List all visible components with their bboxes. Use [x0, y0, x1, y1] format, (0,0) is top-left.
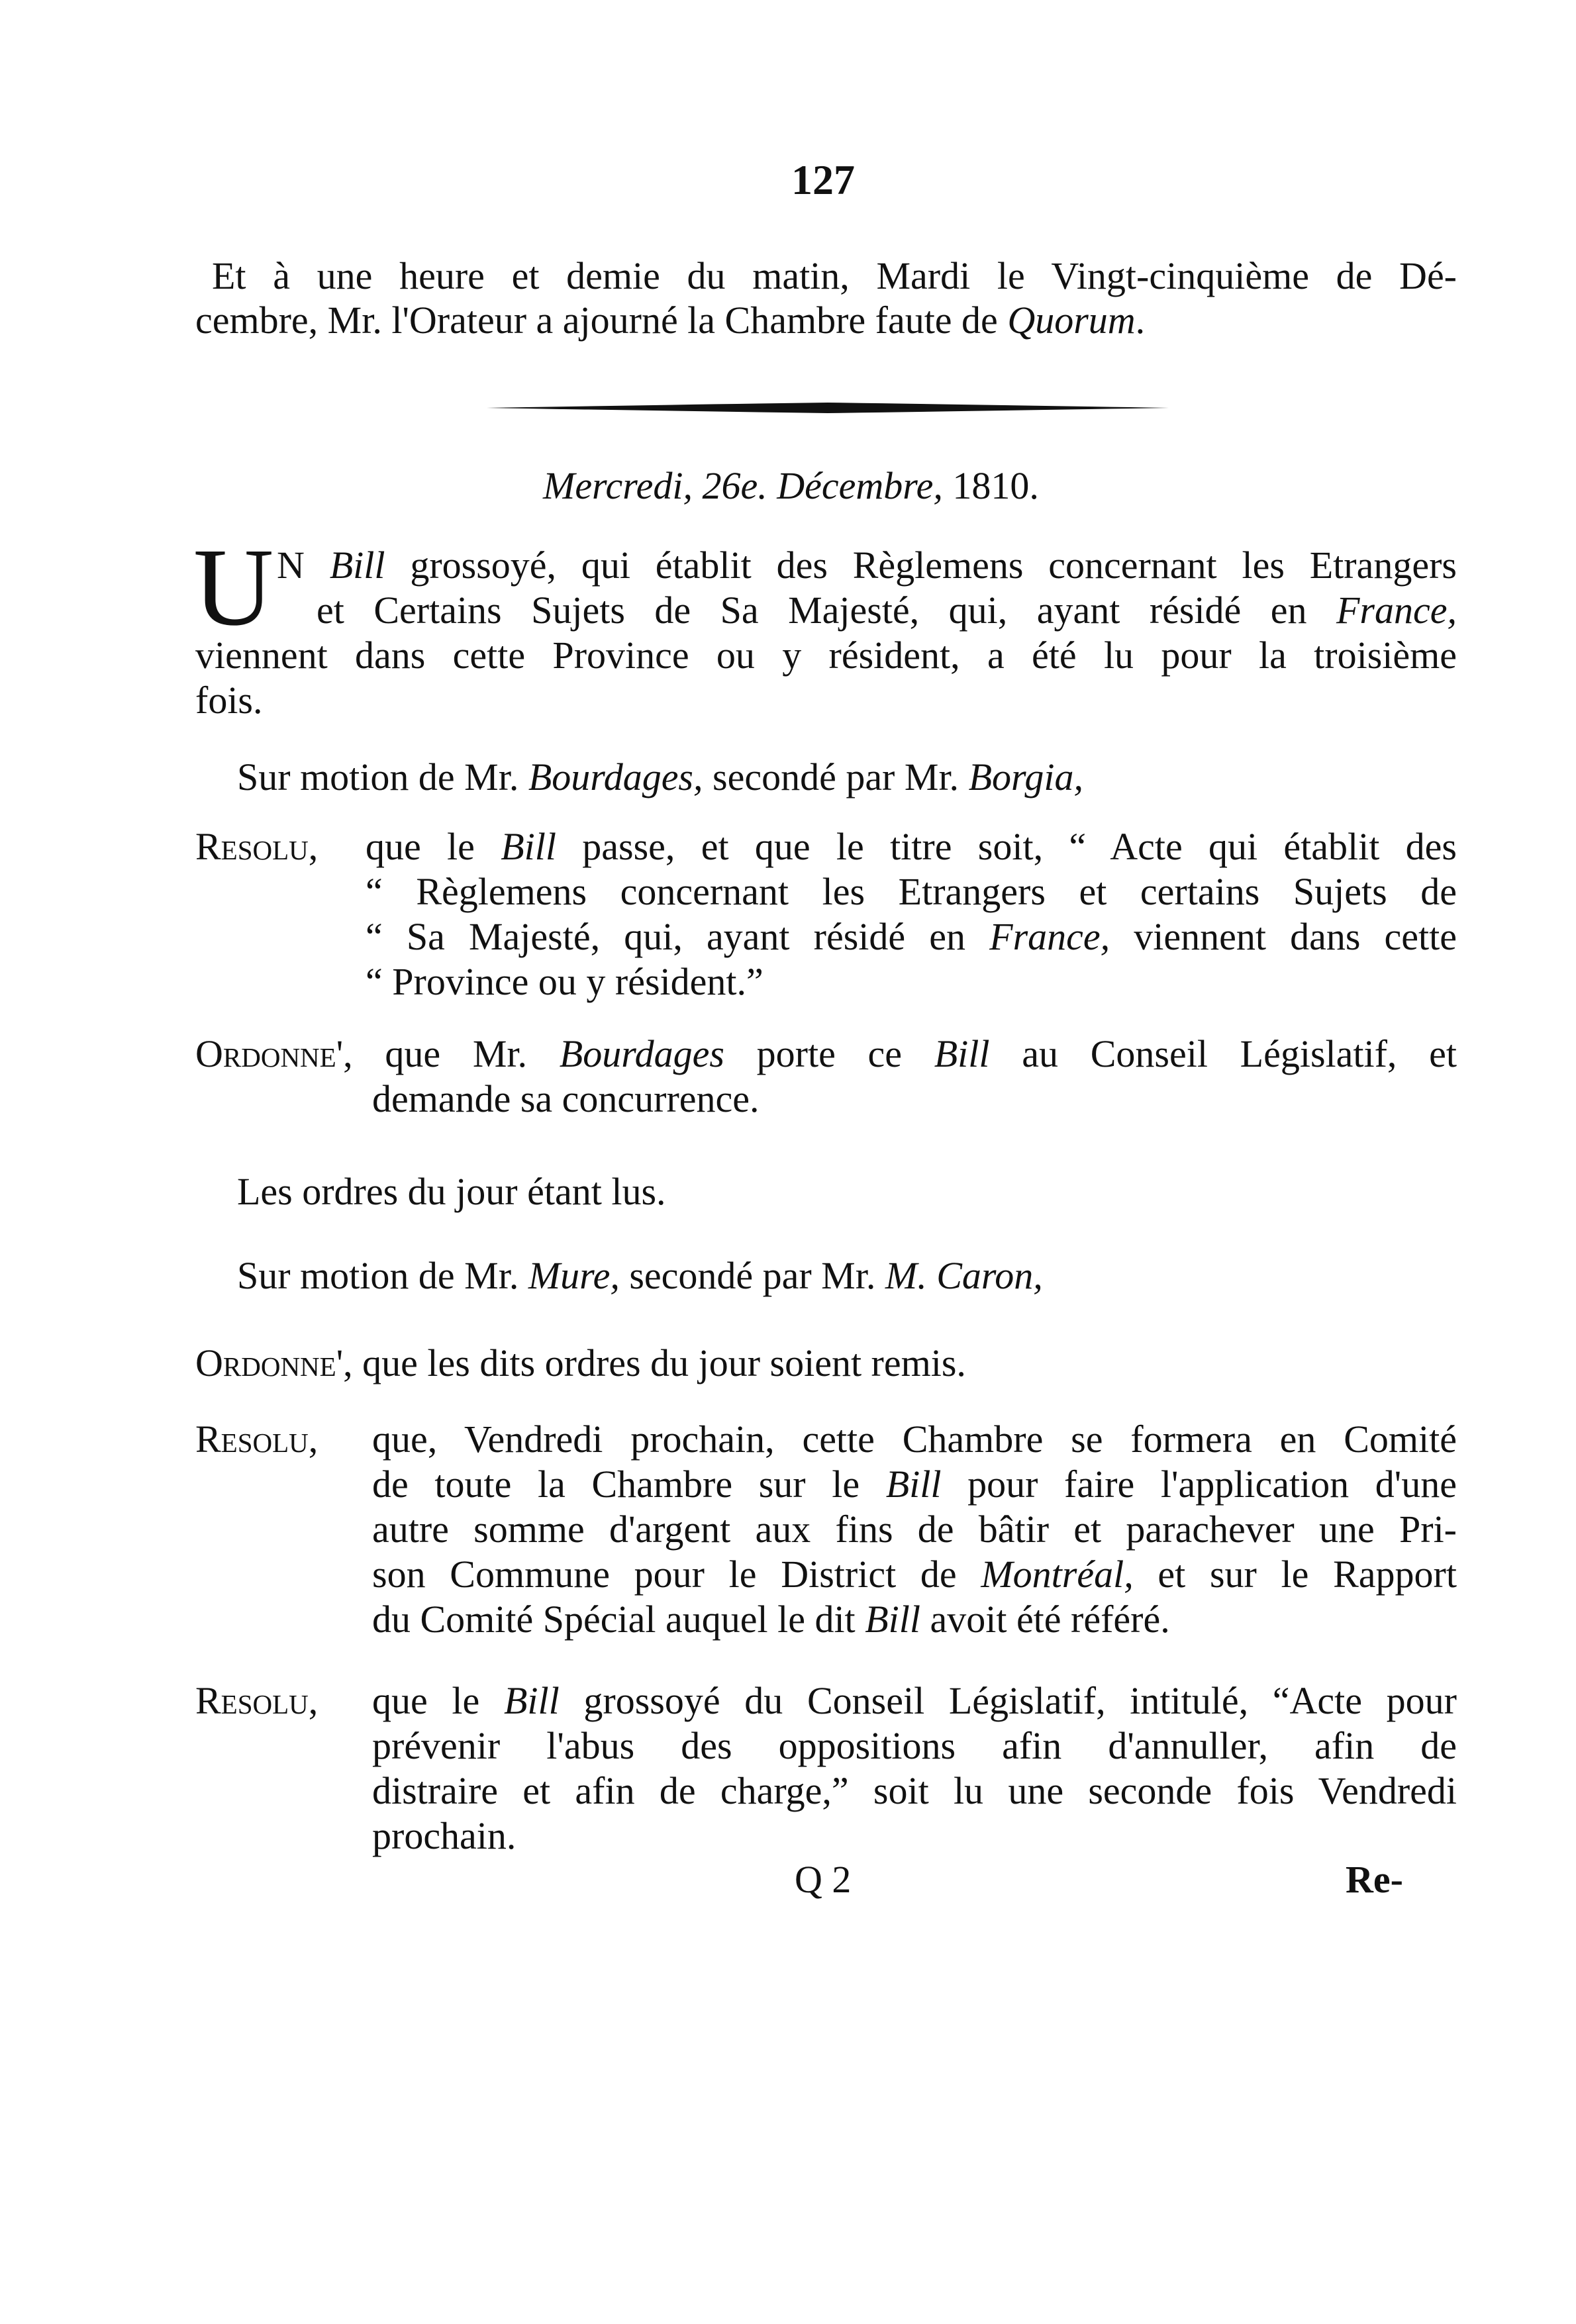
- catchword: Re-: [1346, 1858, 1403, 1901]
- quorum-word: Quorum: [1007, 299, 1136, 342]
- orders-read: Les ordres du jour étant lus.: [237, 1170, 666, 1213]
- bill-line-1: N Bill grossoyé, qui établit des Règlemens concernant les Etrangers: [277, 544, 1457, 587]
- resolu-3-line-1: que le Bill grossoyé du Conseil Législatif, intitulé, “Acte pour: [372, 1679, 1457, 1722]
- resolu-2-line-3: autre somme d'argent aux fins de bâtir et parachever une Pri-: [372, 1508, 1457, 1551]
- resolu-2-label: Resolu,: [195, 1418, 319, 1461]
- resolu-1-line-3: “ Sa Majesté, qui, ayant résidé en France, viennent dans cette: [366, 915, 1457, 958]
- resolu-3-label: Resolu,: [195, 1679, 319, 1722]
- resolu-2-line-2: de toute la Chambre sur le Bill pour faire l'application d'une: [372, 1463, 1457, 1506]
- resolu-3-line-4: prochain.: [372, 1814, 517, 1857]
- resolu-1-line-4: “ Province ou y résident.”: [366, 960, 763, 1003]
- opening-line-2: cembre, Mr. l'Orateur a ajourné la Chambre faute de Quorum.: [195, 299, 1146, 342]
- bill-line-2: et Certains Sujets de Sa Majesté, qui, ayant résidé en France,: [317, 589, 1457, 632]
- resolu-3-line-2: prévenir l'abus des oppositions afin d'annuller, afin de: [372, 1724, 1457, 1767]
- ordonne-2: Ordonne', que les dits ordres du jour soient remis.: [195, 1341, 966, 1384]
- resolu-2-line-1: que, Vendredi prochain, cette Chambre se formera en Comité: [372, 1418, 1457, 1461]
- drop-cap: U: [193, 526, 274, 649]
- resolu-1-line-2: “ Règlemens concernant les Etrangers et certains Sujets de: [366, 870, 1457, 913]
- signature-mark: Q 2: [795, 1858, 852, 1901]
- page-number: 127: [791, 156, 855, 203]
- bill-line-4: fois.: [195, 679, 263, 722]
- resolu-2-line-4: son Commune pour le District de Montréal, et sur le Rapport: [372, 1553, 1457, 1596]
- date-heading: Mercredi, 26e. Décembre, 1810.: [543, 464, 1039, 507]
- resolu-3-line-3: distraire et afin de charge,” soit lu une seconde fois Vendredi: [372, 1769, 1457, 1812]
- ordonne-1-line-2: demande sa concurrence.: [372, 1077, 760, 1120]
- motion-1: Sur motion de Mr. Bourdages, secondé par Mr. Borgia,: [237, 755, 1084, 799]
- opening-line-1: Et à une heure et demie du matin, Mardi le Vingt-cinquième de Dé-: [212, 254, 1457, 297]
- section-rule: [487, 401, 1169, 415]
- resolu-1-label: Resolu,: [195, 825, 319, 868]
- motion-2: Sur motion de Mr. Mure, secondé par Mr. M. Caron,: [237, 1254, 1043, 1297]
- resolu-2-line-5: du Comité Spécial auquel le dit Bill avoit été référé.: [372, 1598, 1170, 1641]
- ordonne-1-line-1: Ordonne', que Mr. Bourdages porte ce Bill au Conseil Législatif, et: [195, 1032, 1457, 1075]
- bill-line-3: viennent dans cette Province ou y résident, a été lu pour la troisième: [195, 634, 1457, 677]
- resolu-1-line-1: que le Bill passe, et que le titre soit, “ Acte qui établit des: [366, 825, 1457, 868]
